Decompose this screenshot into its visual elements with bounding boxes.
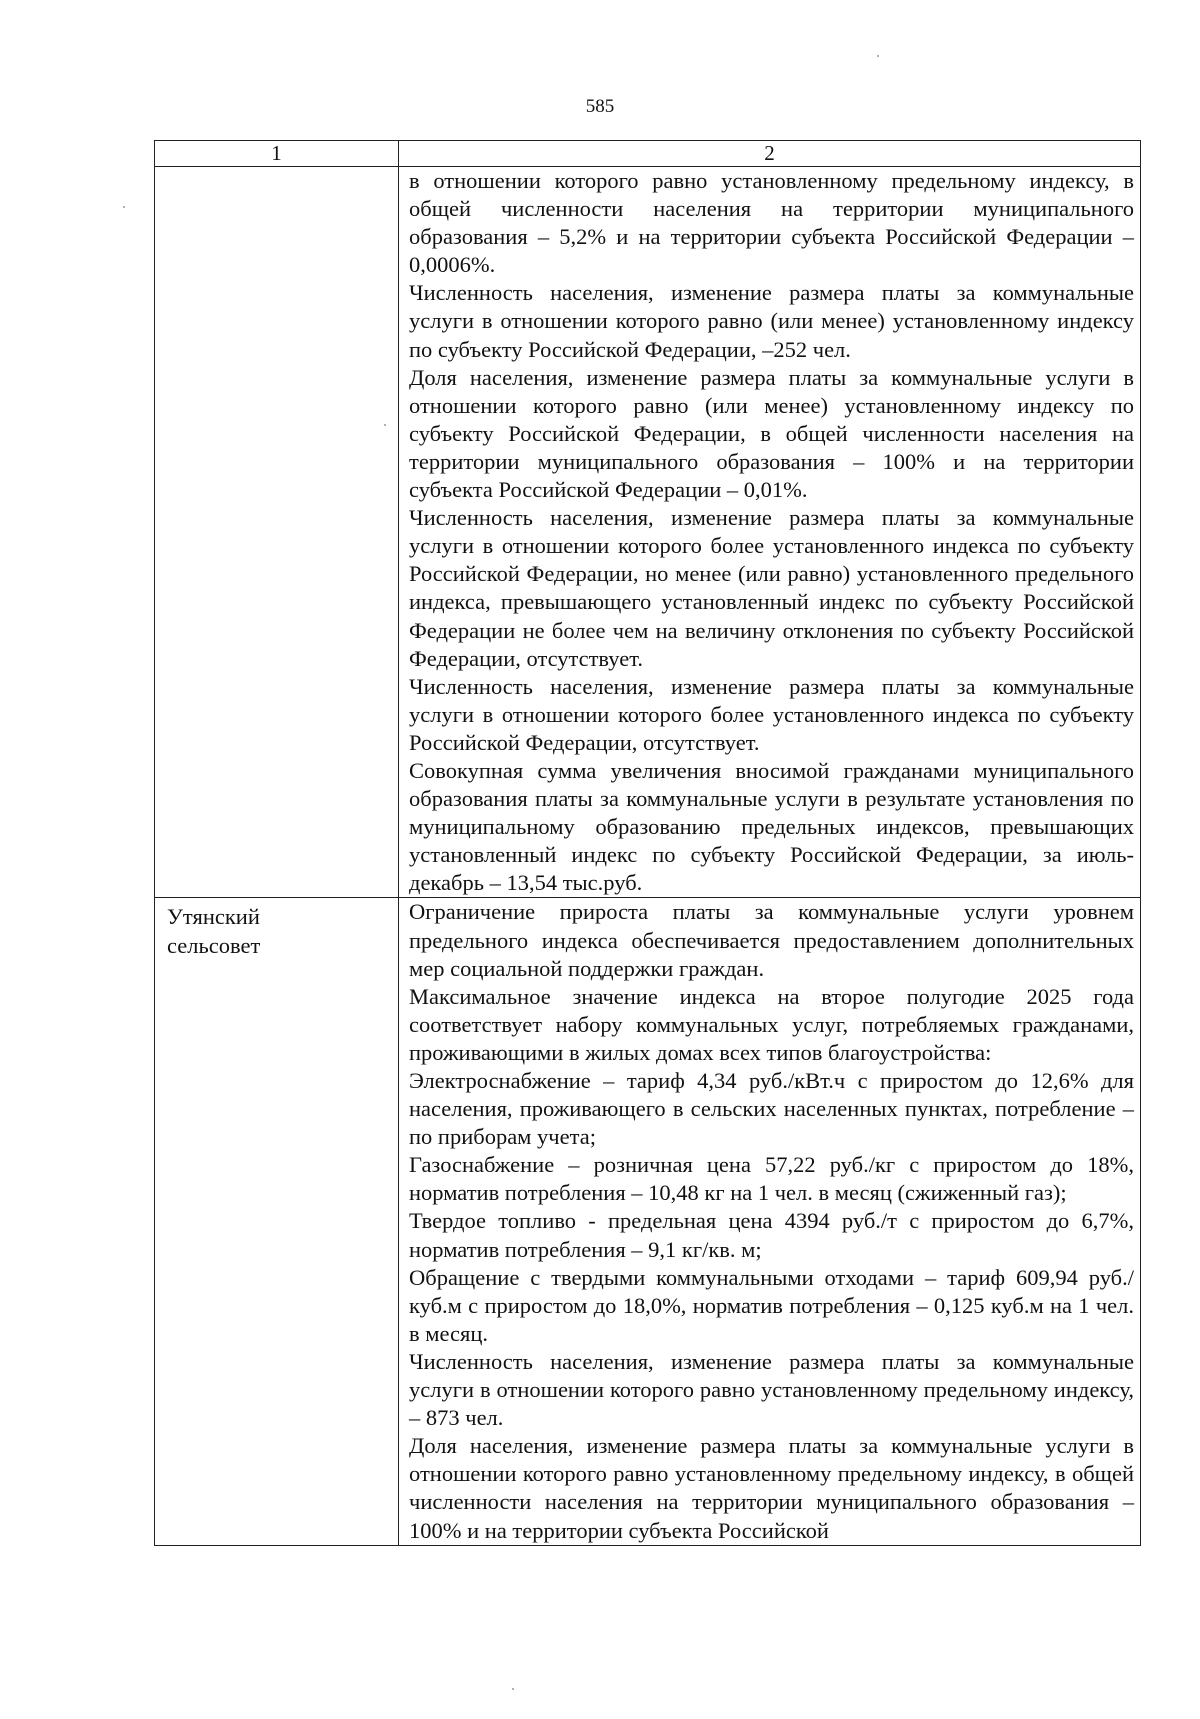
paragraph: Доля населения, изменение размера платы за коммунальные услуги в отношении которого равно (или менее) установленному индексу по субъекту Российской Федерации, в общей численности населения на территории муниципального образования – 100% и на территории субъекта Российской Федерации – 0,01%.: [409, 364, 1134, 503]
paragraph: Ограничение прироста платы за коммунальные услуги уровнем предельного индекса обеспечивается предоставлением дополнительных мер социальной поддержки граждан.: [409, 899, 1134, 981]
paragraph: Обращение с твердыми коммунальными отходами – тариф 609,94 руб./куб.м с приростом до 18,0%, норматив потребления – 0,125 куб.м на 1 чел. в месяц.: [409, 1264, 1134, 1346]
paragraph: Численность населения, изменение размера платы за коммунальные услуги в отношении которого более установленного индекса по субъекту Российской Федерации, но менее (или равно) установленного предельного индекса, превышающего установленный индекс по субъекту Российской Федерации не более чем на величину отклонения по субъекту Российской Федерации, отсутствует.: [409, 505, 1134, 671]
page-number: 585: [585, 96, 615, 117]
row-text-cell: [399, 898, 1141, 1545]
row-label-cell: [155, 898, 399, 1545]
column-header-2: 2: [399, 141, 1141, 167]
paragraph: Максимальное значение индекса на второе полугодие 2025 года соответствует набору коммунальных услуг, потребляемых гражданами, проживающими в жилых домах всех типов благоустройства:: [409, 983, 1134, 1065]
row-label-cell: [155, 167, 399, 898]
paragraph: Численность населения, изменение размера платы за коммунальные услуги в отношении которого равно (или менее) установленному индексу по субъекту Российской Федерации, –252 чел.: [409, 280, 1134, 362]
paragraph: Численность населения, изменение размера платы за коммунальные услуги в отношении которого равно установленному предельному индексу, – 873 чел.: [409, 1348, 1134, 1431]
paragraph: Численность населения, изменение размера платы за коммунальные услуги в отношении которого более установленного индекса по субъекту Российской Федерации, отсутствует.: [409, 673, 1134, 755]
document-table: [154, 140, 1141, 1546]
scan-speck: [877, 55, 879, 57]
paragraph: Совокупная сумма увеличения вносимой гражданами муниципального образования платы за коммунальные услуги в результате установления по муниципальному образованию предельных индексов, превышающих установленный индекс по субъекту Российской Федерации, за июль-декабрь – 13,54 тыс.руб.: [409, 757, 1134, 896]
paragraph: Электроснабжение – тариф 4,34 руб./кВт.ч с приростом до 12,6% для населения, проживающего в сельских населенных пунктах, потребление – по приборам учета;: [409, 1068, 1134, 1150]
paragraph: Газоснабжение – розничная цена 57,22 руб./кг с приростом до 18%, норматив потребления – 10,48 кг на 1 чел. в месяц (сжиженный газ);: [409, 1152, 1134, 1206]
column-header-1: 1: [155, 141, 399, 167]
table-row: [155, 167, 1141, 898]
scan-speck: [384, 424, 386, 426]
scan-speck: [512, 1688, 514, 1690]
paragraph: в отношении которого равно установленному предельному индексу, в общей численности населения на территории муниципального образования – 5,2% и на территории субъекта Российской Федерации – 0,0006%.: [409, 168, 1134, 278]
scan-speck: [123, 206, 125, 208]
municipality-type: сельсовет: [167, 932, 261, 958]
paragraph: Доля населения, изменение размера платы за коммунальные услуги в отношении которого равно установленному предельному индексу, в общей численности населения на территории муниципального образования – 100% и на территории субъекта Российской: [409, 1433, 1134, 1543]
row-text-cell: [399, 167, 1141, 898]
table-header-row: [155, 141, 1141, 167]
table-row: [155, 898, 1141, 1545]
paragraph: Твердое топливо - предельная цена 4394 руб./т с приростом до 6,7%, норматив потребления – 9,1 кг/кв. м;: [409, 1208, 1134, 1262]
municipality-name: Утянский: [167, 904, 260, 930]
